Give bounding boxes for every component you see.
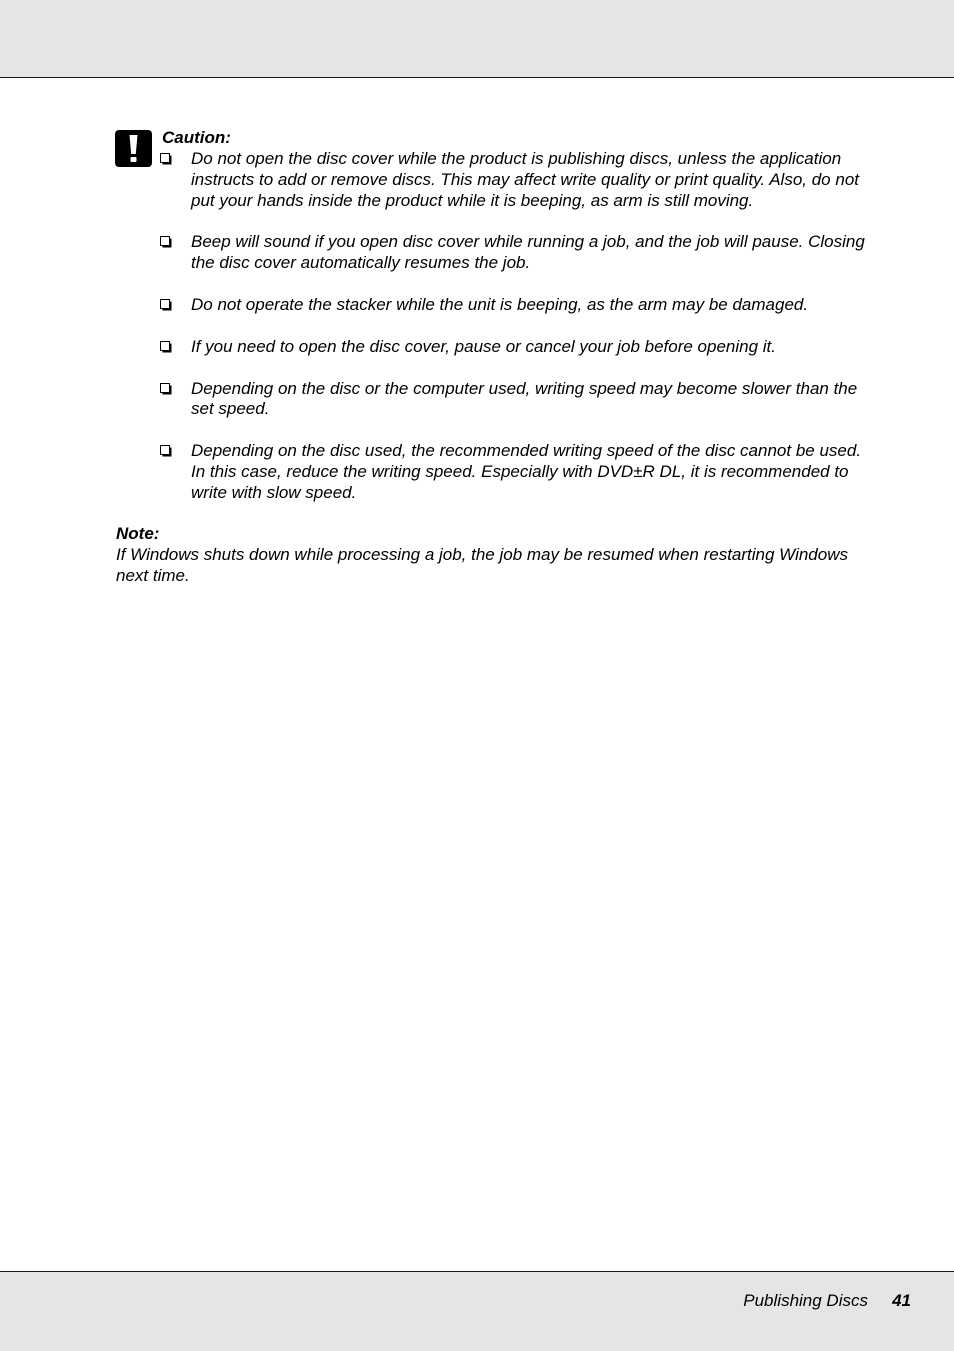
checkbox-bullet-icon xyxy=(160,445,172,457)
checkbox-bullet-icon xyxy=(160,341,172,353)
caution-list xyxy=(160,149,876,525)
note-title: Note: xyxy=(116,524,160,543)
caution-item xyxy=(160,379,876,421)
caution-item xyxy=(160,295,876,316)
page-number: 41 xyxy=(892,1291,911,1310)
caution-title: Caution: xyxy=(162,128,231,147)
caution-item-text: Depending on the disc used, the recommended writing speed of the disc cannot be used. In this case, reduce the writing speed. Especially with DVD±R DL, it is recommended to write with slow speed. xyxy=(191,441,862,502)
caution-item-text: Do not operate the stacker while the unit is beeping, as the arm may be damaged. xyxy=(191,294,809,314)
checkbox-bullet-icon xyxy=(160,383,172,395)
footer-section-title: Publishing Discs xyxy=(743,1291,868,1310)
caution-item-text: If you need to open the disc cover, pause or cancel your job before opening it. xyxy=(191,336,776,356)
checkbox-bullet-icon xyxy=(160,236,172,248)
caution-item xyxy=(160,149,876,211)
checkbox-bullet-icon xyxy=(160,153,172,165)
caution-item-text: Do not open the disc cover while the product is publishing discs, unless the application instructs to add or remove discs. This may affect write quality or print quality. Also, do not put your hands inside the product while it is beeping, as arm is still moving. xyxy=(191,149,859,210)
page-header-band xyxy=(0,0,954,78)
note-text: If Windows shuts down while processing a job, the job may be resumed when restarting Windows next time. xyxy=(116,545,848,585)
page-footer-band xyxy=(0,1271,954,1351)
caution-item-text: Depending on the disc or the computer used, writing speed may become slower than the set speed. xyxy=(191,378,858,419)
caution-item xyxy=(160,441,876,503)
caution-item-text: Beep will sound if you open disc cover while running a job, and the job will pause. Closing the disc cover automatically resumes the job. xyxy=(191,232,865,273)
checkbox-bullet-icon xyxy=(160,299,172,311)
caution-item xyxy=(160,232,876,274)
caution-item xyxy=(160,337,876,358)
caution-exclamation-icon xyxy=(115,130,152,167)
